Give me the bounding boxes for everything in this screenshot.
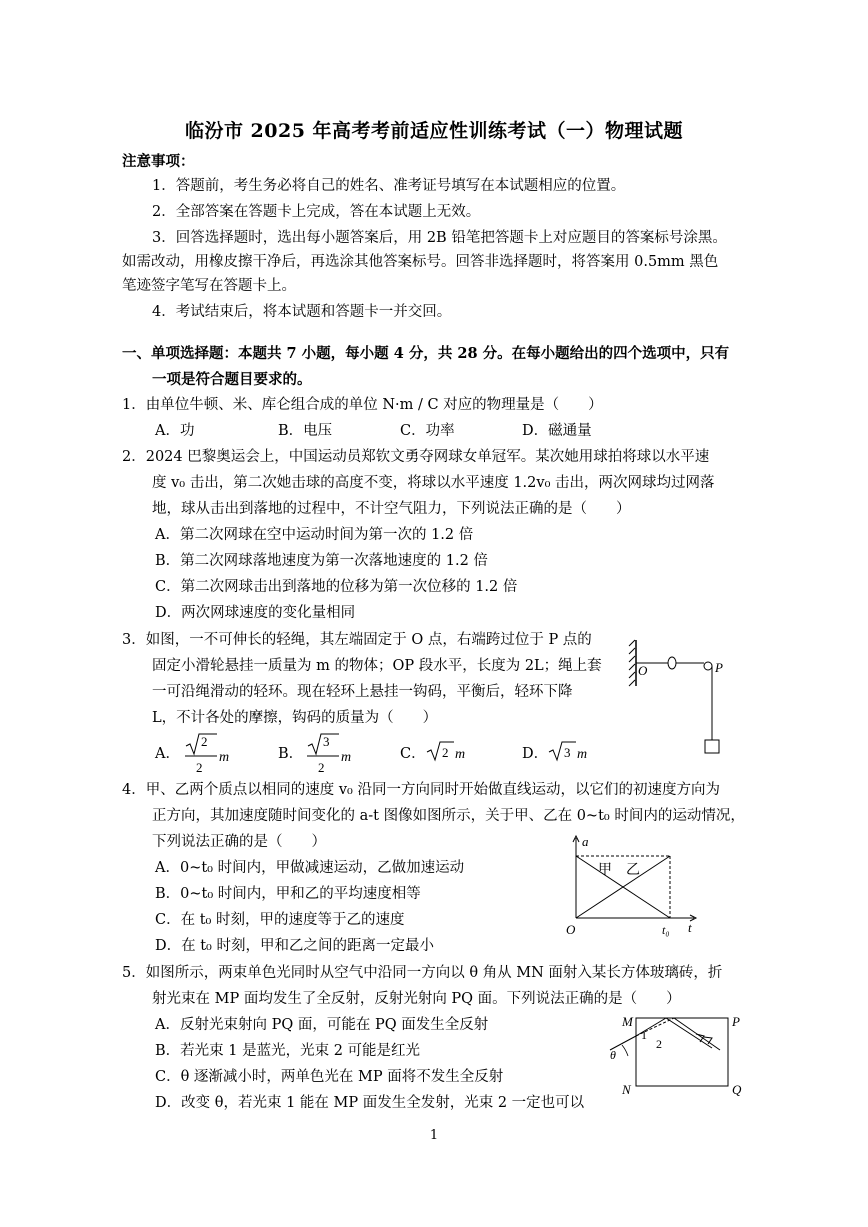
q5-option-c: C．θ 逐渐减小时，两单色光在 MP 面将不发生全反射 xyxy=(155,1069,504,1085)
q4-option-a: A．0~t₀ 时间内，甲做减速运动，乙做加速运动 xyxy=(155,860,465,876)
q3-option-b-math xyxy=(305,732,355,776)
q1-option-c: C．功率 xyxy=(400,423,455,439)
q5-option-b: B．若光束 1 是蓝光，光束 2 可能是红光 xyxy=(155,1043,421,1059)
notice-item: 笔迹签字笔写在答题卡上。 xyxy=(122,278,296,294)
q5-glass-brick-figure xyxy=(608,1010,748,1102)
q3-option-a-math xyxy=(183,732,233,776)
q5-option-a: A．反射光束射向 PQ 面，可能在 PQ 面发生全反射 xyxy=(155,1017,489,1033)
question-5-stem: 射光束在 MP 面均发生了全反射，反射光射向 PQ 面。下列说法正确的是（ ） xyxy=(152,991,681,1007)
q3-option-a-label: A． xyxy=(155,746,180,762)
label-beam-2: 2 xyxy=(656,1037,662,1051)
notice-item: 2．全部答案在答题卡上完成，答在本试题上无效。 xyxy=(152,204,481,220)
label-o: O xyxy=(638,663,648,678)
question-1-stem: 1．由单位牛顿、米、库仑组合成的单位 N·m / C 对应的物理量是（ ） xyxy=(122,397,603,413)
notice-item: 4．考试结束后，将本试题和答题卡一并交回。 xyxy=(152,304,452,320)
label-beam-1: 1 xyxy=(641,1028,647,1042)
label-p: P xyxy=(715,660,723,675)
ring-icon xyxy=(668,657,676,669)
yi-label: 乙 xyxy=(626,863,640,878)
q3-option-b-label: B． xyxy=(278,746,304,762)
question-4-stem: 下列说法正确的是（ ） xyxy=(152,834,326,850)
q2-option-c: C．第二次网球击出到落地的位移为第一次位移的 1.2 倍 xyxy=(155,579,518,595)
q3-option-c-math xyxy=(426,740,470,764)
question-5-stem: 5．如图所示，两束单色光同时从空气中沿同一方向以 θ 角从 MN 面射入某长方体玻璃砖，折 xyxy=(122,965,723,981)
svg-text:2: 2 xyxy=(201,734,208,749)
q4-option-c: C．在 t₀ 时刻，甲的速度等于乙的速度 xyxy=(155,912,405,928)
question-3-stem: L，不计各处的摩擦，钩码的质量为（ ） xyxy=(152,710,438,726)
notice-heading: 注意事项： xyxy=(122,153,195,170)
q1-option-a: A．功 xyxy=(155,423,195,439)
section-heading: 一、单项选择题：本题共 7 小题，每小题 4 分，共 28 分。在每小题给出的四个选项中，只有 xyxy=(122,345,730,362)
q3-option-c-label: C． xyxy=(400,746,426,762)
page-number: 1 xyxy=(429,1128,439,1143)
question-4-stem: 正方向，其加速度随时间变化的 a-t 图像如图所示，关于甲、乙在 0~t₀ 时间内的运动情况， xyxy=(152,808,745,824)
origin-label: O xyxy=(566,922,576,937)
svg-text:2: 2 xyxy=(318,760,325,775)
q2-option-d: D．两次网球速度的变化量相同 xyxy=(155,605,356,621)
axis-label-t: t xyxy=(688,920,692,935)
axis-label-a: a xyxy=(582,834,589,849)
svg-text:2: 2 xyxy=(442,745,449,760)
t0-label: t₀ xyxy=(662,923,670,937)
label-m: M xyxy=(622,1014,633,1029)
label-theta: θ xyxy=(610,1048,616,1062)
q4-option-b: B．0~t₀ 时间内，甲和乙的平均速度相等 xyxy=(155,886,421,902)
svg-text:2: 2 xyxy=(196,760,203,775)
svg-text:m: m xyxy=(219,750,230,765)
notice-item: 1．答题前，考生务必将自己的姓名、准考证号填写在本试题相应的位置。 xyxy=(152,178,626,194)
q3-option-d-math xyxy=(548,740,592,764)
svg-text:3: 3 xyxy=(323,734,330,749)
notice-item: 如需改动，用橡皮擦干净后，再选涂其他答案标号。回答非选择题时，将答案用 0.5mm 黑色 xyxy=(122,254,719,270)
svg-text:3: 3 xyxy=(564,745,571,760)
label-p: P xyxy=(732,1014,740,1029)
q2-option-a: A．第二次网球在空中运动时间为第一次的 1.2 倍 xyxy=(155,527,474,543)
q1-option-d: D．磁通量 xyxy=(522,423,592,439)
question-4-stem: 4．甲、乙两个质点以相同的速度 v₀ 沿同一方向同时开始做直线运动，以它们的初速度方向为 xyxy=(122,782,720,798)
label-q: Q xyxy=(732,1082,742,1097)
svg-text:m: m xyxy=(341,750,352,765)
q3-option-d-label: D． xyxy=(522,746,549,762)
q2-option-b: B．第二次网球落地速度为第一次落地速度的 1.2 倍 xyxy=(155,553,488,569)
q1-option-b: B．电压 xyxy=(278,423,333,439)
pulley-icon xyxy=(704,662,712,670)
label-n: N xyxy=(622,1082,631,1097)
question-3-stem: 一可沿绳滑动的轻环。现在轻环上悬挂一钩码，平衡后，轻环下降 xyxy=(152,684,573,700)
question-2-stem: 度 v₀ 击出，第二次她击球的高度不变，将球以水平速度 1.2v₀ 击出，两次网球均过网落 xyxy=(152,475,715,491)
question-3-stem: 固定小滑轮悬挂一质量为 m 的物体；OP 段水平，长度为 2L；绳上套 xyxy=(152,658,602,674)
question-2-stem: 地，球从击出到落地的过程中，不计空气阻力，下列说法正确的是（ ） xyxy=(152,501,631,517)
jia-label: 甲 xyxy=(598,863,612,878)
mass-block xyxy=(705,740,719,753)
q5-option-d: D．改变 θ，若光束 1 能在 MP 面发生全发射，光束 2 一定也可以 xyxy=(155,1095,585,1111)
q4-at-graph xyxy=(562,832,702,942)
exam-title: 临汾市 2025 年高考考前适应性训练考试（一）物理试题 xyxy=(184,120,684,142)
question-3-stem: 3．如图，一不可伸长的轻绳，其左端固定于 O 点，右端跨过位于 P 点的 xyxy=(122,632,592,648)
notice-item: 3．回答选择题时，选出每小题答案后，用 2B 铅笔把答题卡上对应题目的答案标号涂黑。 xyxy=(152,230,727,246)
svg-text:m: m xyxy=(455,747,466,762)
q4-option-d: D．在 t₀ 时刻，甲和乙之间的距离一定最小 xyxy=(155,938,434,954)
question-2-stem: 2．2024 巴黎奥运会上，中国运动员郑钦文勇夺网球女单冠军。某次她用球拍将球以水平速 xyxy=(122,449,710,465)
svg-text:m: m xyxy=(577,747,588,762)
section-heading-cont: 一项是符合题目要求的。 xyxy=(152,371,312,388)
q3-pulley-figure xyxy=(624,630,728,760)
